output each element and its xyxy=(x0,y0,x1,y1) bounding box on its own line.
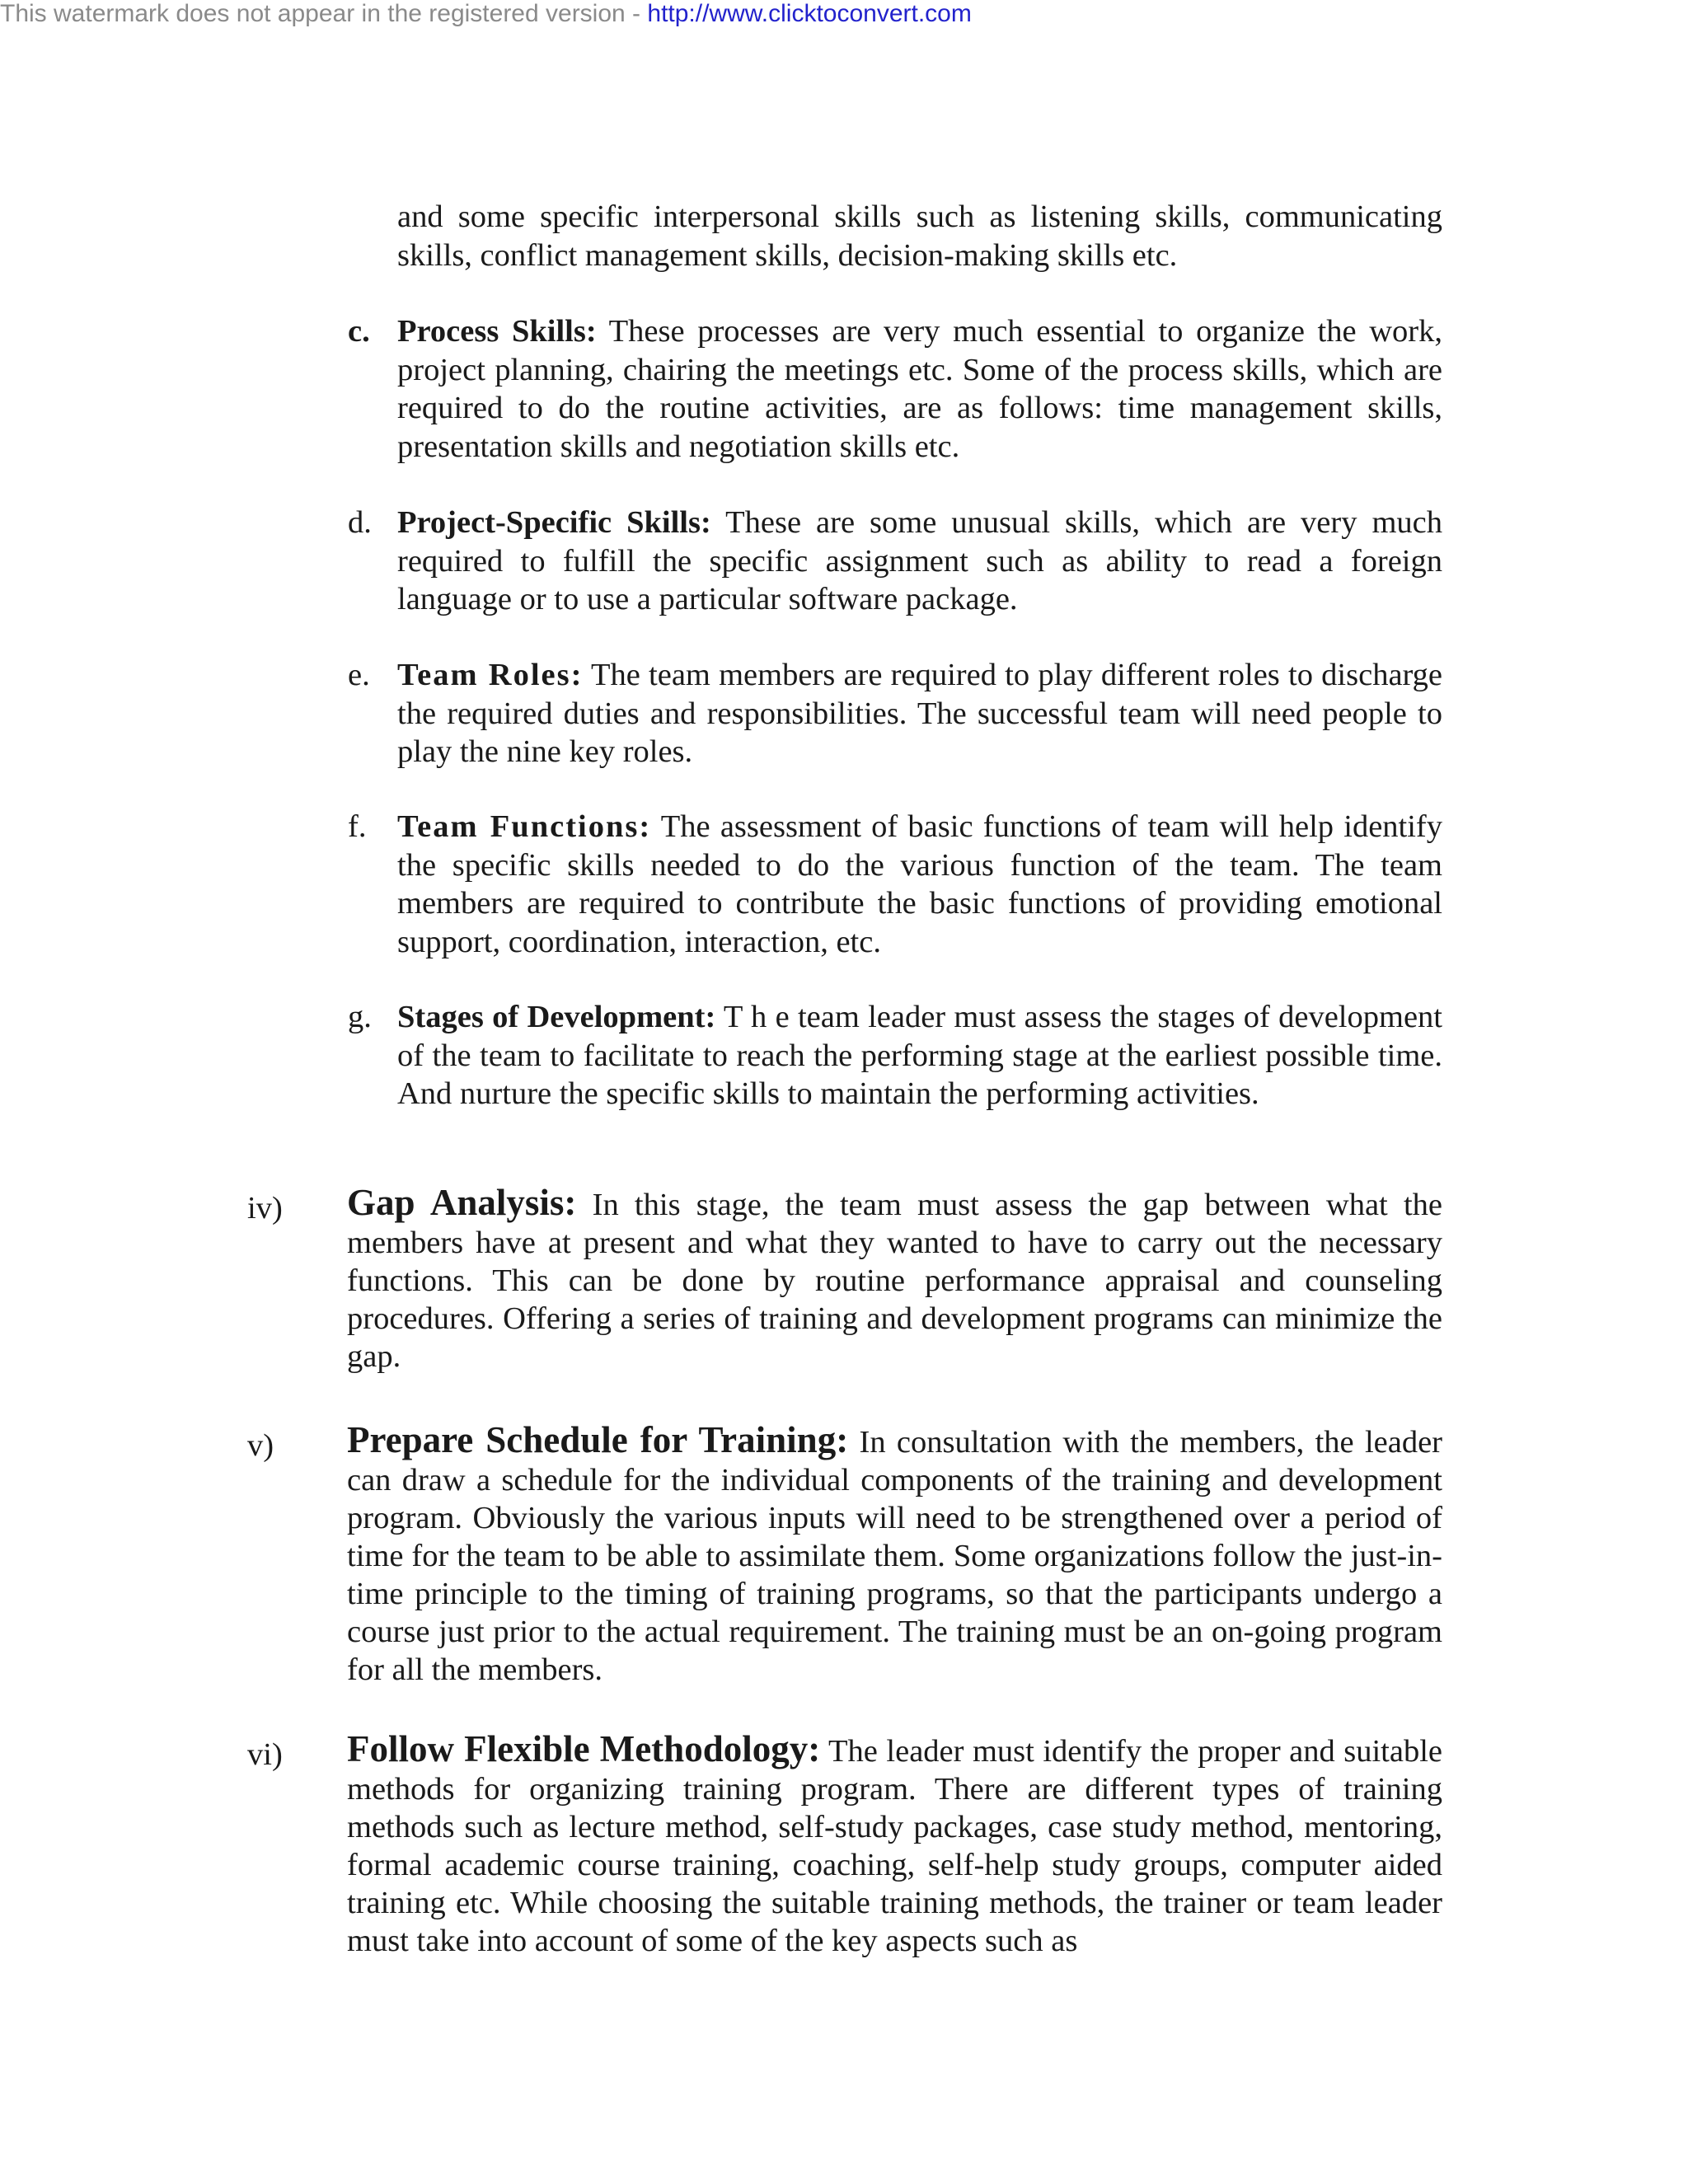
main-item-gap-analysis xyxy=(347,1183,1442,1376)
main-item-body: The leader must identify the proper and suitable methods for organizing training program. There are different types of training methods such as lecture method, self-study packages, case study method, mentoring, formal academic course training, coaching, self-help study groups, computer aided training etc. While choosing the suitable training methods, the trainer or team leader must take into account of some of the key aspects such as xyxy=(347,1734,1442,1958)
list-marker-iv: iv) xyxy=(247,1191,283,1226)
sub-item-body: These processes are very much essential to organize the work, project planning, chairing the meetings etc. Some of the process skills, which are required to do the routine activities, are as follows: time management skills, presentation skills and negotiation skills etc. xyxy=(397,314,1442,464)
sub-item-body: The team members are required to play different roles to discharge the required duties and responsibilities. The successful team will need people to play the nine key roles. xyxy=(397,658,1442,769)
list-marker-f: f. xyxy=(348,809,367,844)
main-item-heading: Follow Flexible Methodology: xyxy=(347,1728,821,1769)
watermark-banner xyxy=(0,0,972,28)
sub-item-body: These are some unusual skills, which are very much required to fulfill the specific assignment such as ability to read a foreign language or to use a particular software package. xyxy=(397,505,1442,616)
sub-item-stages-of-development xyxy=(397,998,1442,1113)
list-marker-e: e. xyxy=(348,658,370,692)
main-item-heading: Prepare Schedule for Training: xyxy=(347,1419,849,1460)
main-item-heading: Gap Analysis: xyxy=(347,1182,577,1223)
sub-item-process-skills xyxy=(397,312,1442,466)
list-marker-d: d. xyxy=(348,505,372,540)
list-marker-v: v) xyxy=(247,1428,274,1463)
watermark-link[interactable]: http://www.clicktoconvert.com xyxy=(647,0,972,27)
continuation-paragraph: and some specific interpersonal skills such as listening skills, communicating skills, conflict management skills, decision-making skills etc. xyxy=(397,199,1442,273)
sub-item-heading: Process Skills: xyxy=(397,314,597,349)
list-marker-vi: vi) xyxy=(247,1737,283,1772)
sub-item-heading: Team Roles: xyxy=(397,658,584,692)
watermark-text: This watermark does not appear in the registered version - xyxy=(0,0,648,27)
sub-item-team-roles xyxy=(397,656,1442,771)
main-item-body: In consultation with the members, the leader can draw a schedule for the individual components of the training and development program. Obviously the various inputs will need to be strengthened over a period of time for the team to be able to assimilate them. Some organizations follow the just-in-time principle to the timing of training programs, so that the participants undergo a course just prior to the actual requirement. The training must be an on-going program for all the members. xyxy=(347,1425,1443,1687)
main-item-body: In this stage, the team must assess the gap between what the members have at present and what they wanted to have to carry out the necessary functions. This can be done by routine performance appraisal and counseling procedures. Offering a series of training and development programs can minimize the gap. xyxy=(347,1188,1442,1374)
list-marker-c: c. xyxy=(348,314,370,349)
main-item-flexible-methodology xyxy=(347,1730,1442,1960)
sub-item-body: T h e team leader must assess the stages of development of the team to facilitate to reach the performing stage at the earliest possible time. And nurture the specific skills to maintain the performing activities. xyxy=(397,1000,1442,1111)
sub-item-heading: Stages of Development: xyxy=(397,1000,716,1034)
sub-item-team-functions xyxy=(397,808,1442,961)
sub-item-body: The assessment of basic functions of team will help identify the specific skills needed to do the various function of the team. The team members are required to contribute the basic functions of providing emotional support, coordination, interaction, etc. xyxy=(397,809,1443,959)
sub-item-heading: Project-Specific Skills: xyxy=(397,505,711,540)
sub-item-heading: Team Functions: xyxy=(397,809,652,844)
main-item-prepare-schedule xyxy=(347,1421,1442,1689)
list-marker-g: g. xyxy=(348,1000,372,1034)
sub-item-project-specific-skills xyxy=(397,504,1442,619)
